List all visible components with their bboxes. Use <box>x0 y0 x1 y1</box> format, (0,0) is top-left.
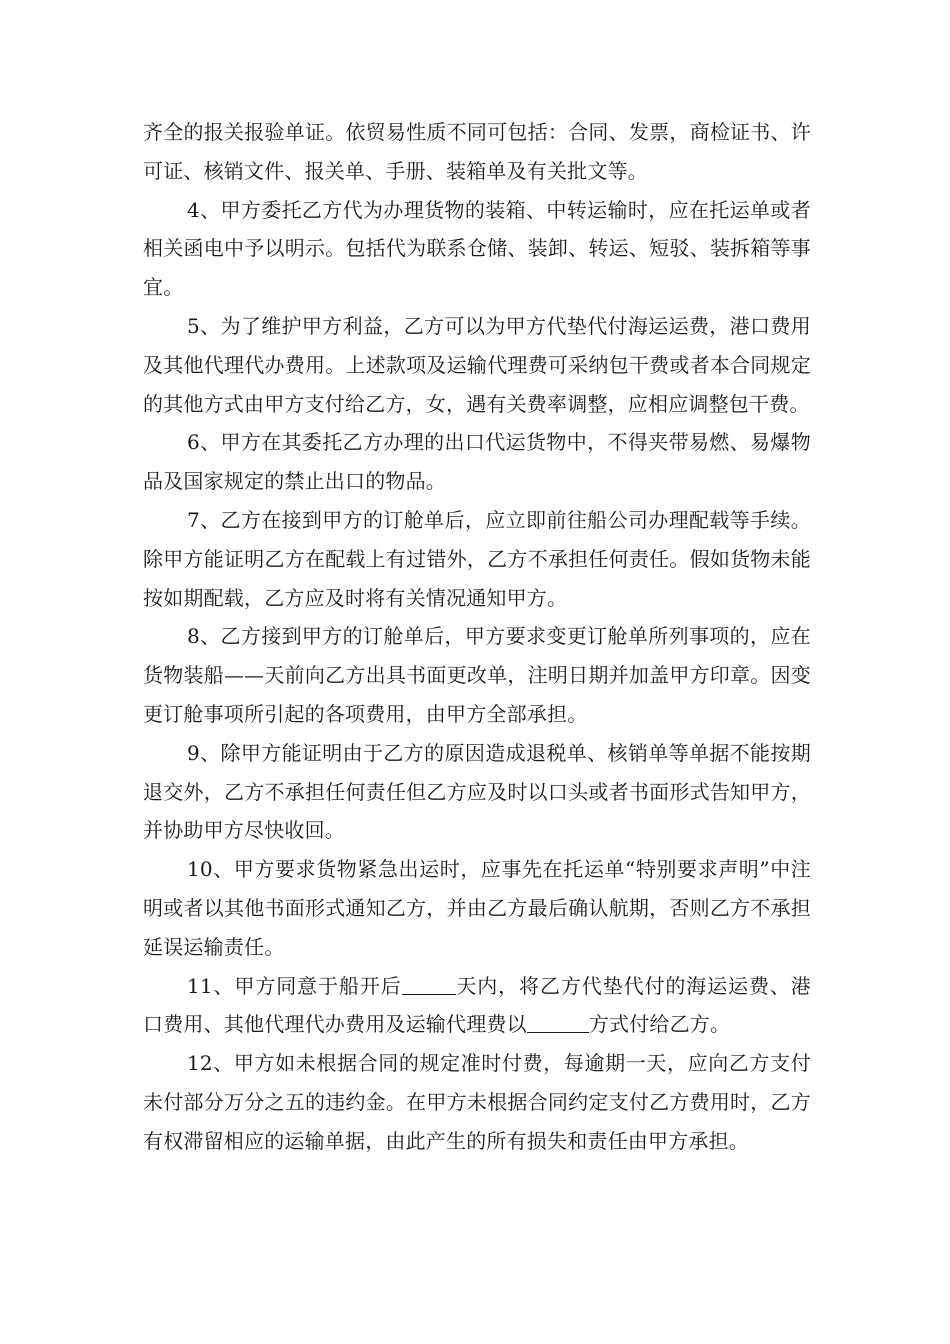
clause-11-part-3: 方式付给乙方。 <box>588 1012 731 1037</box>
clause-4: 4、甲方委托乙方代为办理货物的装箱、中转运输时，应在托运单或者相关函电中予以明示。包括代为联系仓储、装卸、转运、短驳、装拆箱等事宜。 <box>143 197 811 300</box>
blank-method-field <box>527 1012 589 1033</box>
clause-10: 10、甲方要求货物紧急出运时，应事先在托运单“特别要求声明”中注明或者以其他书面形式通知乙方，并由乙方最后确认航期，否则乙方不承担延误运输责任。 <box>143 857 811 959</box>
clause-11 <box>143 967 811 1045</box>
clause-12: 12、甲方如未根据合同的规定准时付费，每逾期一天，应向乙方支付未付部分万分之五的违约金。在甲方未根据合同约定支付乙方费用时，乙方有权滞留相应的运输单据，由此产生的所有损失和责任由甲方承担。 <box>143 1051 811 1153</box>
clause-11-part-1: 11、甲方同意于船开后 <box>187 973 402 998</box>
clause-7: 7、乙方在接到甲方的订舱单后，应立即前往船公司办理配载等手续。除甲方能证明乙方在配载上有过错外，乙方不承担任何责任。假如货物未能按如期配载，乙方应及时将有关情况通知甲方。 <box>143 507 811 610</box>
clause-5: 5、为了维护甲方利益，乙方可以为甲方代垫代付海运运费，港口费用及其他代理代办费用。上述款项及运输代理费可采纳包干费或者本合同规定的其他方式由甲方支付给乙方，女，遇有关费率调整，应相应调整包干费。 <box>143 313 811 416</box>
paragraph-continued: 齐全的报关报验单证。依贸易性质不同可包括：合同、发票，商检证书、许可证、核销文件、报关单、手册、装箱单及有关批文等。 <box>143 120 811 183</box>
clause-8: 8、乙方接到甲方的订舱单后，甲方要求变更订舱单所列事项的，应在货物装船——天前向乙方出具书面更改单，注明日期并加盖甲方印章。因变更订舱事项所引起的各项费用，由甲方全部承担。 <box>143 624 811 726</box>
blank-days-field <box>402 974 456 995</box>
document-page <box>143 113 811 1161</box>
clause-9: 9、除甲方能证明由于乙方的原因造成退税单、核销单等单据不能按期退交外，乙方不承担任何责任但乙方应及时以口头或者书面形式告知甲方，并协助甲方尽快收回。 <box>143 740 811 843</box>
clause-11-part-2: 天内，将乙方代垫代付的海运运费、港口费用、其他代理代办费用及运输代理费以 <box>143 973 811 1037</box>
clause-6: 6、甲方在其委托乙方办理的出口代运货物中，不得夹带易燃、易爆物品及国家规定的禁止出口的物品。 <box>143 430 811 494</box>
